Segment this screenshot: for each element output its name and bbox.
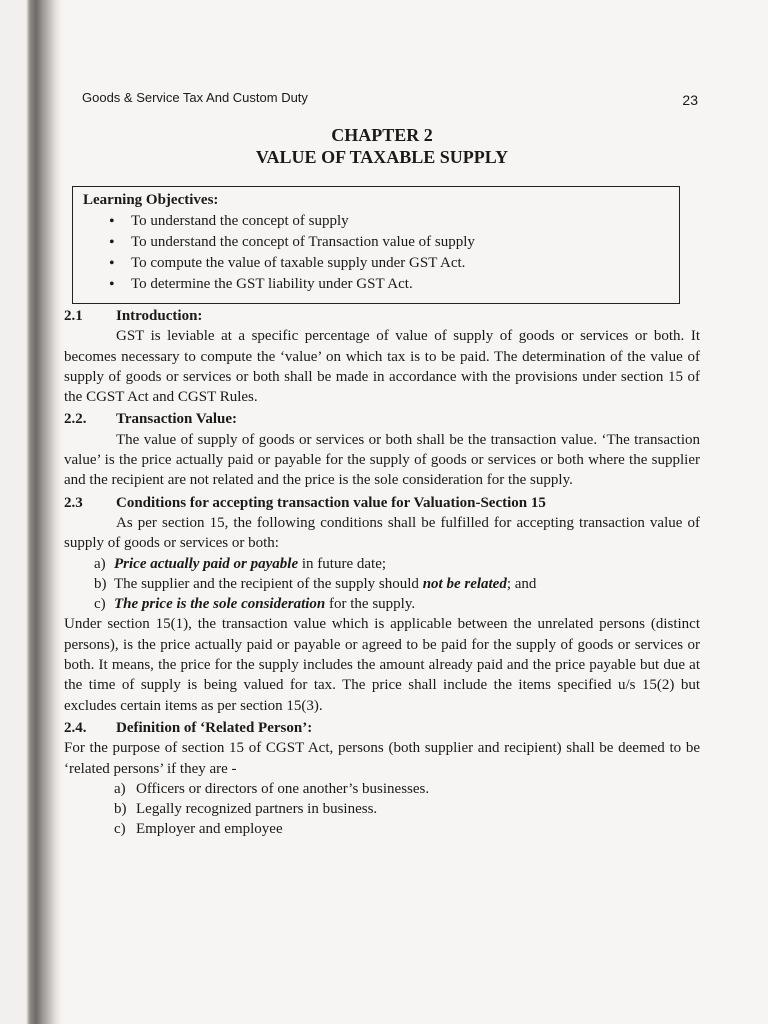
transaction-value-paragraph: The value of supply of goods or services or both shall be the transaction value. ‘The transaction value’ is the price actually paid or payable for the supply of goods or services or both where the supplier and the recipient are not related and the price is the sole consideration for the supply. <box>64 431 700 489</box>
section-number: 2.3 <box>64 494 83 511</box>
section-title: Transaction Value: <box>116 411 237 428</box>
section-title: Conditions for accepting transaction value for Valuation-Section 15 <box>116 494 546 511</box>
related-person-item <box>64 779 700 799</box>
objective-item: • To determine the GST liability under GST Act. <box>109 274 669 295</box>
condition-text: in future date; <box>298 555 387 572</box>
condition-emphasis: Price actually paid or payable <box>114 555 299 572</box>
list-marker: c) <box>94 596 106 613</box>
condition-emphasis: not be related <box>422 575 507 592</box>
running-title: Goods & Service Tax And Custom Duty <box>82 90 308 105</box>
chapter-body <box>64 306 700 840</box>
related-person-text: Officers or directors of one another’s businesses. <box>136 780 430 797</box>
condition-item <box>64 554 700 574</box>
learning-objectives-box <box>72 186 680 304</box>
running-header <box>64 84 700 110</box>
section-number: 2.4. <box>64 719 87 736</box>
condition-text: ; and <box>506 575 537 592</box>
condition-emphasis: The price is the sole consideration <box>114 596 326 613</box>
objective-item: • To understand the concept of Transaction value of supply <box>109 232 669 253</box>
condition-item <box>64 594 700 614</box>
chapter-label: CHAPTER 2 <box>331 125 433 145</box>
objective-item: • To understand the concept of supply <box>109 211 669 232</box>
book-binding-shadow <box>0 0 62 1024</box>
related-person-item <box>64 819 700 839</box>
related-person-item <box>64 799 700 819</box>
related-person-paragraph: For the purpose of section 15 of CGST Act, persons (both supplier and recipient) shall be deemed to be ‘related persons’ if they are - <box>64 740 700 777</box>
conditions-intro-paragraph: As per section 15, the following conditions shall be fulfilled for accepting transaction value of supply of goods or services or both: <box>64 514 700 552</box>
list-marker: b) <box>94 575 107 592</box>
page-number: 23 <box>682 92 698 108</box>
introduction-paragraph: GST is leviable at a specific percentage of value of supply of goods or services or both. It becomes necessary to compute the ‘value’ on which tax is to be paid. The determination of the value of supply of goods or services or both shall be made in accordance with the provisions under section 15 of the CGST Act and CGST Rules. <box>64 328 700 406</box>
section-heading-introduction <box>64 306 700 326</box>
section-heading-related-person <box>64 718 700 738</box>
related-person-text: Employer and employee <box>136 821 283 838</box>
section-number: 2.2. <box>64 411 87 428</box>
objectives-heading: Learning Objectives: <box>83 192 219 208</box>
conditions-closing-paragraph: Under section 15(1), the transaction value which is applicable between the unrelated persons (distinct persons), is the price actually paid or payable or agreed to be paid for the supply of goods or services or both. It means, the price for the supply includes the amount already paid and the price payable but due at the time of supply is being valued for tax. The price shall include the items specified u/s 15(2) but excludes certain items as per section 15(3). <box>64 616 700 714</box>
list-marker: b) <box>114 801 127 818</box>
related-person-text: Legally recognized partners in business. <box>136 801 378 818</box>
condition-text: for the supply. <box>325 596 416 613</box>
list-marker: c) <box>114 821 126 838</box>
section-heading-transaction-value <box>64 409 700 429</box>
objectives-list <box>83 211 669 295</box>
condition-text: The supplier and the recipient of the supply should <box>114 575 423 592</box>
section-title: Introduction: <box>116 308 203 324</box>
section-number: 2.1 <box>64 308 83 324</box>
list-marker: a) <box>114 780 126 797</box>
section-heading-conditions <box>64 493 700 513</box>
book-page <box>64 84 700 840</box>
objective-item: • To compute the value of taxable supply under GST Act. <box>109 253 669 274</box>
chapter-title: VALUE OF TAXABLE SUPPLY <box>255 147 509 167</box>
section-title: Definition of ‘Related Person’: <box>116 719 313 736</box>
list-marker: a) <box>94 555 106 572</box>
condition-item <box>64 574 700 594</box>
